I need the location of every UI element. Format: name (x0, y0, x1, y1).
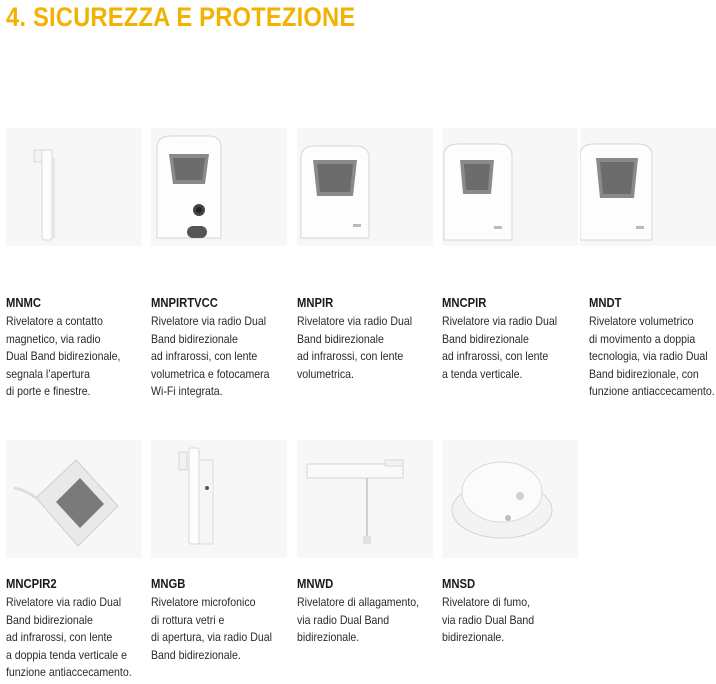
product-description: Rivelatore a contatto magnetico, via radio Dual Band bidirezionale, segnala l’apertura di porte e finestre. (6, 314, 121, 398)
page-title: 4. SICUREZZA E PROTEZIONE (6, 2, 356, 32)
product-code: MNGB (151, 577, 186, 591)
product-description: Rivelatore via radio Dual Band bidirezionale ad infrarossi, con lente volumetrica e fotocamera Wi-Fi integrata. (151, 314, 270, 398)
dual-tech-sensor-icon (580, 128, 716, 246)
product-description: Rivelatore di allagamento, via radio Dual Band bidirezionale. (297, 595, 420, 644)
door-contact-sensor-icon (6, 128, 142, 246)
product-description: Rivelatore via radio Dual Band bidirezionale ad infrarossi, con lente a tenda verticale. (442, 314, 558, 381)
product-description: Rivelatore microfonico di rottura vetri e di apertura, via radio Dual Band bidirezionale. (151, 595, 272, 662)
double-curtain-sensor-icon (6, 440, 142, 558)
product-code: MNWD (297, 577, 334, 591)
product-code: MNPIRTVCC (151, 296, 218, 310)
product-code: MNPIR (297, 296, 334, 310)
curtain-pir-sensor-icon (442, 128, 578, 246)
product-description: Rivelatore di fumo, via radio Dual Band bidirezionale. (442, 595, 535, 644)
product-code: MNMC (6, 296, 42, 310)
glass-break-sensor-icon (151, 440, 287, 558)
smoke-detector-icon (442, 440, 578, 558)
product-code: MNDT (589, 296, 622, 310)
flood-sensor-icon (297, 440, 433, 558)
pir-sensor-icon (297, 128, 433, 246)
product-code: MNCPIR (442, 296, 487, 310)
product-description: Rivelatore via radio Dual Band bidirezionale ad infrarossi, con lente a doppia tenda verticale e funzione antiaccecamento. (6, 595, 132, 679)
product-code: MNCPIR2 (6, 577, 57, 591)
product-description: Rivelatore volumetrico di movimento a doppia tecnologia, via radio Dual Band bidirezionale, con funzione antiaccecamento. (589, 314, 715, 398)
pir-camera-sensor-icon (151, 128, 287, 246)
product-code: MNSD (442, 577, 476, 591)
product-description: Rivelatore via radio Dual Band bidirezionale ad infrarossi, con lente volumetrica. (297, 314, 413, 381)
